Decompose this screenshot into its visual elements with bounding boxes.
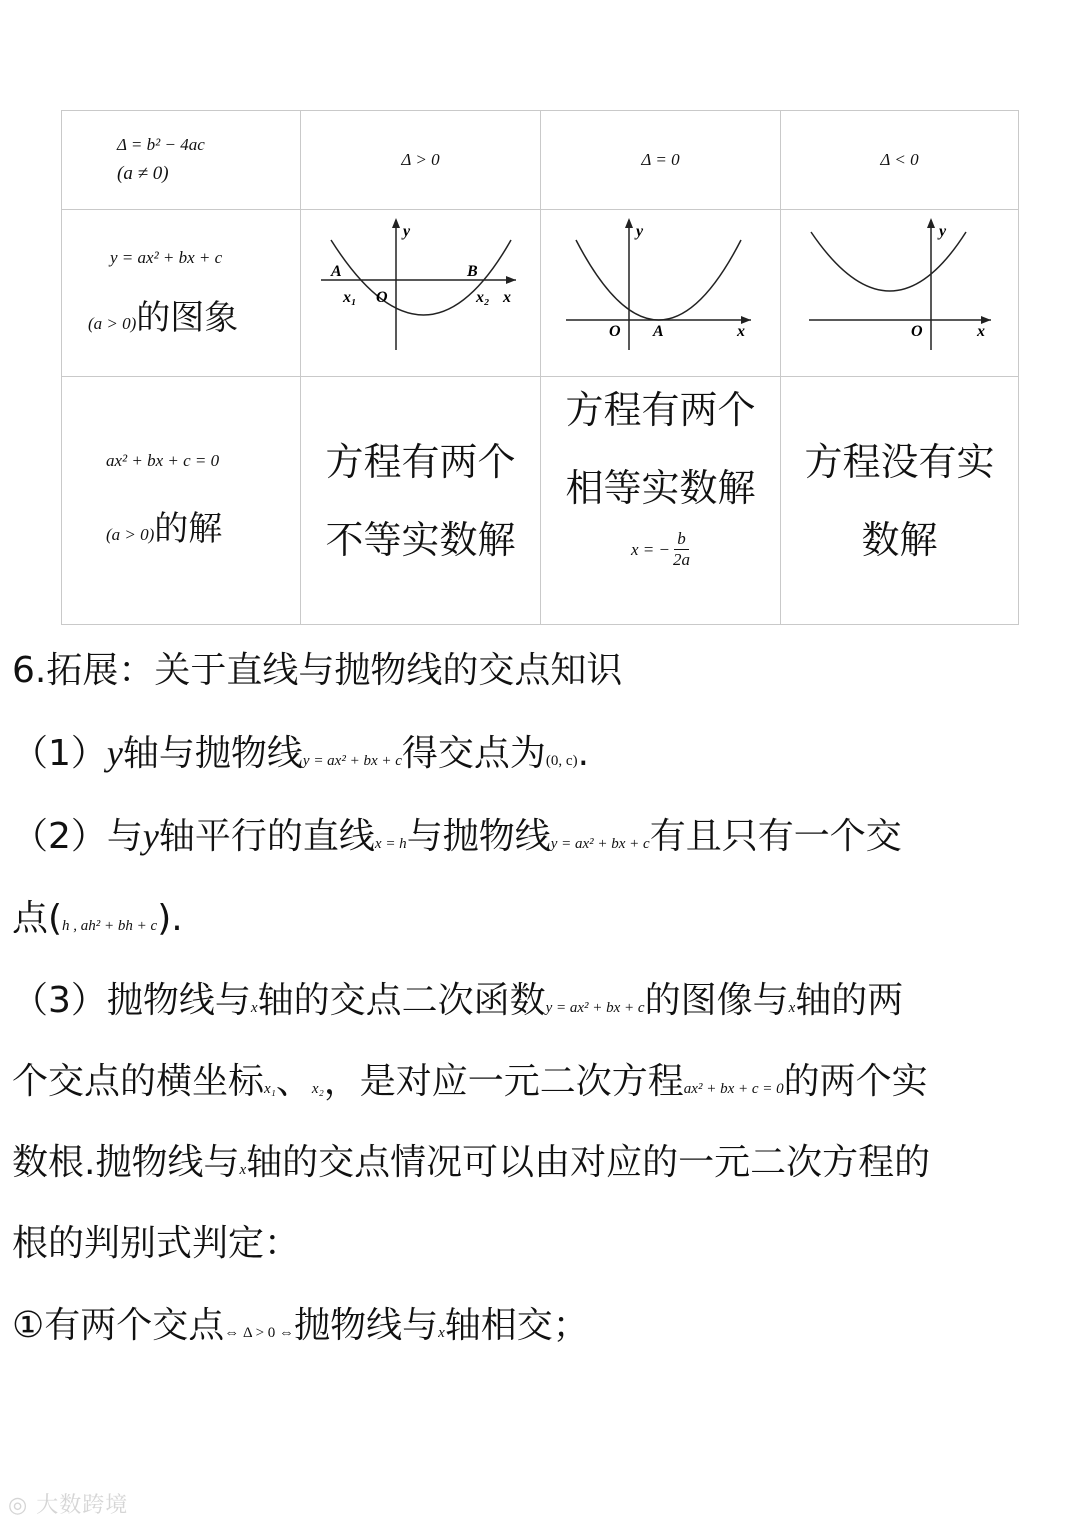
graph-delta-zero-cell (540, 209, 781, 377)
solution-two-distinct-cell: 方程有两个 不等实数解 (300, 376, 541, 625)
paragraph-1: （1）y轴与抛物线y = ax² + bx + c得交点为(0, c). (12, 733, 590, 774)
point-a-label: A (331, 263, 342, 280)
x1-label: x₁ (343, 289, 357, 306)
origin-label: O (911, 323, 923, 340)
y-axis-label: y (403, 223, 411, 240)
quadratic-function: y = ax² + bx + c (110, 247, 223, 267)
graph-delta-negative-cell (780, 209, 1019, 377)
paragraph-2-line-2: 点(h , ah² + bh + c). (12, 898, 183, 939)
discriminant-table (61, 110, 1019, 625)
solution-label-text: 的解 (154, 509, 223, 549)
paragraph-2-line-1: （2）与y轴平行的直线x = h与抛物线y = ax² + bx + c有且只有一个交 (12, 816, 902, 857)
x-axis-label: x (737, 323, 745, 340)
watermark-icon: ◎ (8, 1493, 37, 1518)
parabola-one-root-graph (541, 210, 782, 378)
paragraph-4: ①有两个交点⇔ Δ > 0 ⇔抛物线与x轴相交； (12, 1305, 589, 1346)
parabola-no-root-graph (781, 210, 1020, 378)
graph-delta-positive-cell (300, 209, 541, 377)
y-axis-label: y (636, 223, 644, 240)
x-axis-label: x (977, 323, 985, 340)
solution-row-label (61, 376, 301, 625)
graph-row-label (61, 209, 301, 377)
x-axis-label: x (503, 289, 511, 306)
x2-label: x₂ (476, 289, 490, 306)
a-nonzero-condition: (a ≠ 0) (117, 163, 169, 184)
watermark-logo: ◎ 大数跨境 (8, 1493, 129, 1518)
y-axis-label: y (939, 223, 947, 240)
discriminant-formula: Δ = b² − 4ac (117, 135, 205, 154)
point-a-label: A (653, 323, 664, 340)
a-positive-condition: (a > 0) (88, 313, 137, 333)
paragraph-3-line-4: 根的判别式判定： (12, 1223, 301, 1264)
graph-label-text: 的图象 (136, 297, 239, 338)
header-discriminant-cell (61, 110, 301, 210)
origin-label: O (609, 323, 621, 340)
paragraph-3-line-3: 数根.抛物线与x轴的交点情况可以由对应的一元二次方程的 (12, 1142, 931, 1183)
quadratic-equation: ax² + bx + c = 0 (106, 451, 220, 470)
paragraph-3-line-1: （3）抛物线与x轴的交点二次函数y = ax² + bx + c的图像与x轴的两 (12, 980, 904, 1021)
solution-none-cell: 方程没有实 数解 (780, 376, 1019, 625)
point-b-label: B (467, 263, 478, 280)
vertex-root-formula: x = − $\frac{b}{2a}$ (631, 529, 690, 569)
origin-label: O (376, 289, 388, 306)
section-heading: 6.拓展：关于直线与抛物线的交点知识 (12, 650, 623, 691)
a-positive-condition: (a > 0) (106, 525, 155, 544)
solution-two-equal-cell: 方程有两个 相等实数解 x = − $\frac{b}{2a}$ (540, 376, 781, 625)
header-delta-negative: Δ < 0 (780, 110, 1019, 210)
parabola-two-roots-graph (301, 210, 542, 378)
header-delta-zero: Δ = 0 (540, 110, 781, 210)
paragraph-3-line-2: 个交点的横坐标x₁、x₂，是对应一元二次方程ax² + bx + c = 0的两个实 (12, 1061, 928, 1102)
header-delta-positive: Δ > 0 (300, 110, 541, 210)
